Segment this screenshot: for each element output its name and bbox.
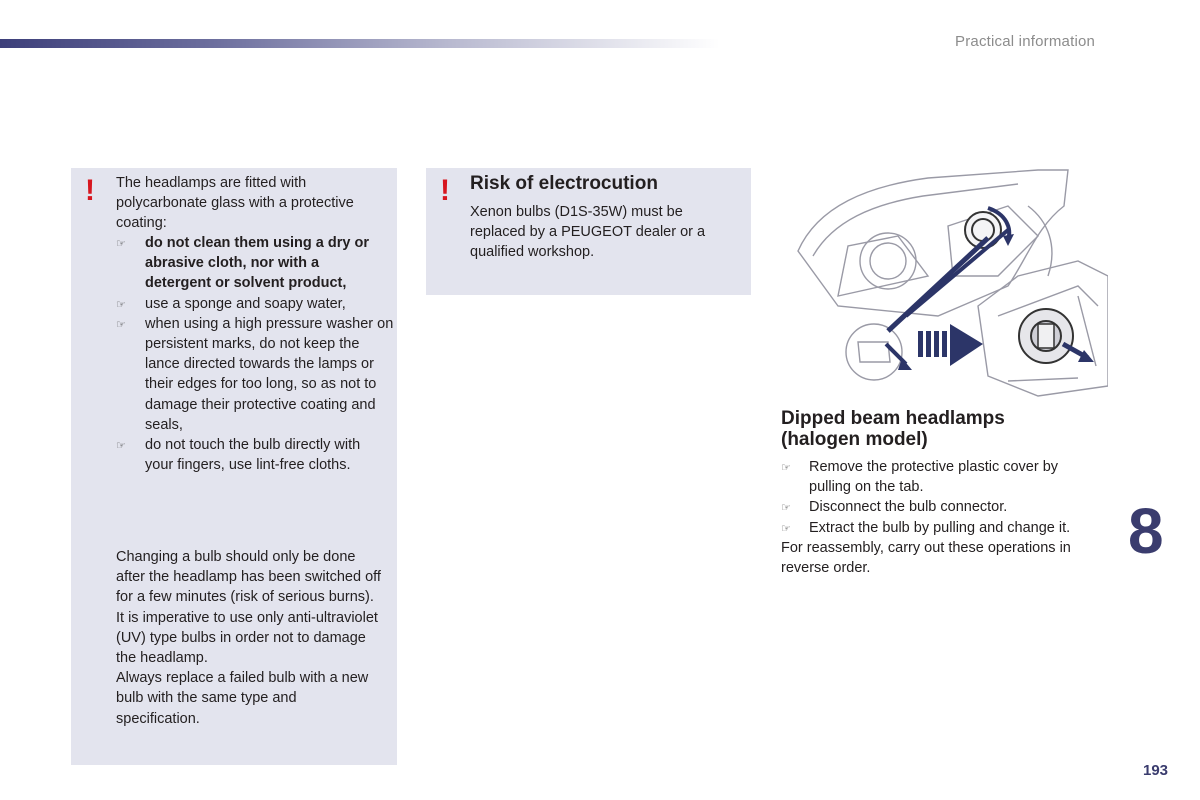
uv-bulb-note: It is imperative to use only anti-ultraviolet (UV) type bulbs in order not to damage the headlamp.: [116, 609, 378, 667]
warning-exclamation-icon: !: [85, 174, 95, 207]
list-item: ☞ Extract the bulb by pulling and change it.: [781, 518, 1101, 538]
warning-intro: The headlamps are fitted with polycarbonate glass with a protective coating:: [116, 175, 354, 232]
warning-exclamation-icon: !: [440, 174, 450, 207]
dipped-beam-heading: Dipped beam headlamps (halogen model): [781, 408, 1005, 450]
pointing-hand-icon: ☞: [116, 440, 126, 453]
section-title: Practical information: [955, 33, 1096, 50]
warning-notes: [116, 547, 381, 729]
headlamp-bulb-illustration: [778, 166, 1108, 398]
page-number: 193: [1143, 762, 1169, 779]
pointing-hand-icon: ☞: [116, 318, 126, 331]
bulb-change-note: Changing a bulb should only be done after the headlamp has been switched off for a few minutes (risk of serious burns).: [116, 549, 381, 606]
replace-bulb-note: Always replace a failed bulb with a new bulb with the same type and specification.: [116, 670, 369, 727]
list-item: ☞ Disconnect the bulb connector.: [781, 497, 1101, 517]
reassembly-note: For reassembly, carry out these operations in reverse order.: [781, 540, 1071, 577]
dipped-steps-list: [781, 457, 1101, 538]
pointing-hand-icon: ☞: [116, 298, 126, 311]
header-bar: [0, 39, 720, 48]
list-item: ☞ when using a high pressure washer on persistent marks, do not keep the lance directed towards the lamps or their edges for too long, so as not to damage their protective coating and seals,: [116, 315, 394, 433]
list-item: ☞ Remove the protective plastic cover by pulling on the tab.: [781, 459, 1059, 496]
pointing-hand-icon: ☞: [781, 522, 791, 535]
list-item: ☞ use a sponge and soapy water,: [116, 294, 394, 314]
pointing-hand-icon: ☞: [781, 462, 791, 474]
pointing-hand-icon: ☞: [116, 238, 126, 250]
chapter-number: 8: [1128, 495, 1164, 567]
pointing-hand-icon: ☞: [781, 502, 791, 515]
warning-title: Risk of electrocution: [470, 173, 658, 194]
warning-bullet-list: [116, 233, 394, 475]
list-item: ☞ do not touch the bulb directly with your fingers, use lint-free cloths.: [116, 437, 361, 474]
xenon-warning-text: Xenon bulbs (D1S-35W) must be replaced by a PEUGEOT dealer or a qualified workshop.: [470, 204, 706, 261]
list-item: ☞ do not clean them using a dry or abrasive cloth, nor with a detergent or solvent product,: [116, 235, 369, 292]
